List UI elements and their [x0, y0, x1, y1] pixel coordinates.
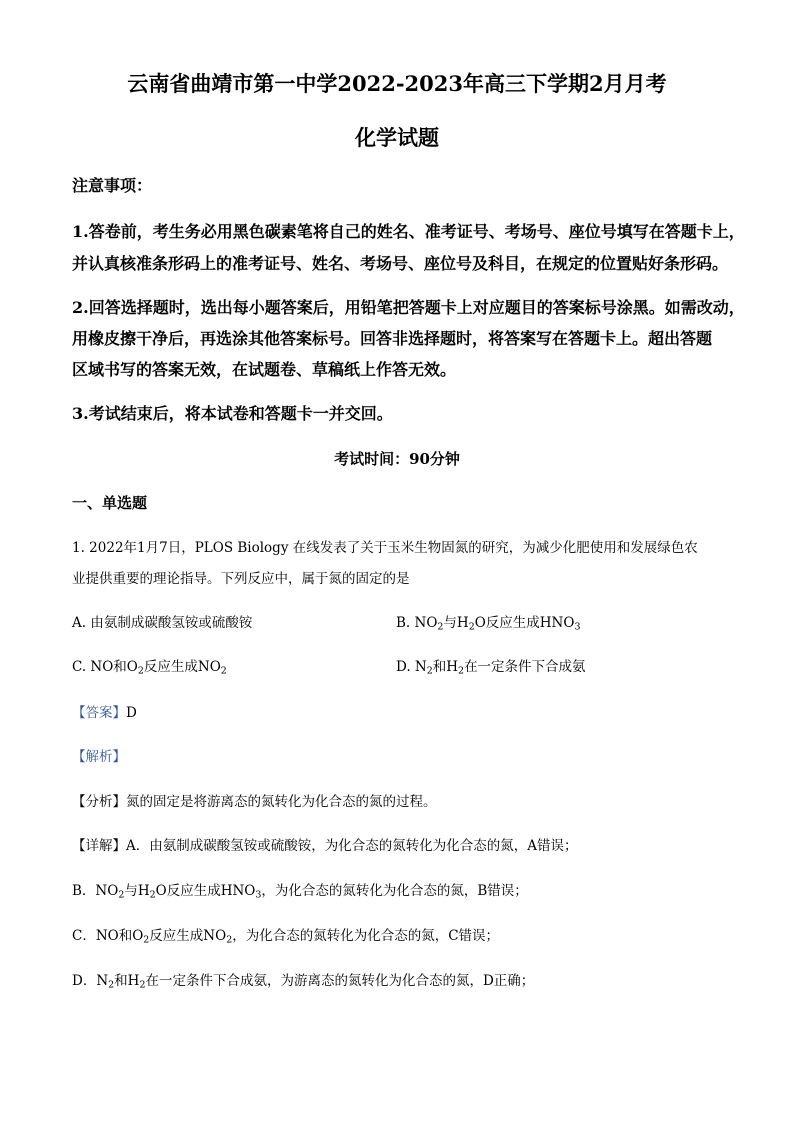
subscript: 2	[149, 889, 156, 901]
answer-label: 【答案】	[72, 705, 126, 721]
detail-b-text: B．NO	[72, 883, 119, 899]
section-heading: 一、单选题	[72, 494, 148, 512]
option-c-text: C. NO和O	[72, 659, 138, 675]
detail-c-text: ，为化合态的氮转化为化合态的氮，C错误；	[232, 928, 500, 944]
notice-item-2-line-3: 区域书写的答案无效，在试题卷、草稿纸上作答无效。	[72, 360, 457, 379]
subscript: 2	[458, 665, 465, 677]
subscript: 2	[468, 621, 475, 633]
answer-value: D	[126, 705, 137, 721]
subscript: 2	[143, 934, 150, 946]
question-1-line-1: 1. 2022年1月7日，PLOS Biology 在线发表了关于玉米生物固氮的研究，为减少化肥使用和发展绿色农	[72, 540, 698, 556]
notice-item-2-line-2: 用橡皮擦干净后，再选涂其他答案标号。回答非选择题时，将答案写在答题卡上。超出答题	[72, 329, 713, 348]
subscript: 2	[220, 665, 227, 677]
fenxi-line	[72, 792, 732, 812]
detail-line-a	[72, 836, 732, 856]
notice-item-2-line-1: 2.回答选择题时，选出每小题答案后，用铅笔把答题卡上对应题目的答案标号涂黑。如需改动，	[72, 298, 745, 317]
notice-heading: 注意事项：	[72, 176, 153, 195]
detail-line-c	[72, 926, 732, 946]
exam-time: 考试时间：90分钟	[334, 450, 460, 468]
notice-item-3: 3.考试结束后，将本试卷和答题卡一并交回。	[72, 404, 393, 423]
detail-d-text: D．N	[72, 973, 109, 989]
detail-line-b	[72, 881, 732, 901]
detail-d-text: 在一定条件下合成氨，为游离态的氮转化为化合态的氮，D正确；	[145, 973, 535, 989]
notice-item-1-line-1: 1.答卷前，考生务必用黑色碳素笔将自己的姓名、准考证号、考场号、座位号填写在答题卡上，	[72, 222, 745, 241]
option-b-text: B. NO	[396, 615, 438, 631]
detail-d-text: 和H	[114, 973, 140, 989]
detail-c-text: 反应生成NO	[149, 928, 227, 944]
option-b-text: 与H	[443, 615, 469, 631]
detail-b-text: ，为化合态的氮转化为化合态的氮，B错误；	[261, 883, 528, 899]
subscript: 2	[437, 621, 444, 633]
detail-b-text: O反应生成HNO	[155, 883, 256, 899]
option-b	[396, 613, 580, 633]
subscript: 2	[139, 979, 146, 991]
option-c	[72, 657, 227, 677]
question-1-line-2: 业提供重要的理论指导。下列反应中，属于氮的固定的是	[72, 571, 410, 587]
option-d-text: 和H	[432, 659, 459, 675]
answer-line	[72, 703, 732, 723]
notice-item-1-line-2: 并认真核准条形码上的准考证号、姓名、考场号、座位号及科目，在规定的位置贴好条形码。	[72, 254, 729, 273]
option-d	[396, 657, 586, 677]
document-title: 云南省曲靖市第一中学2022-2023年高三下学期2月月考	[127, 71, 667, 96]
subscript: 3	[574, 621, 581, 633]
option-c-text: 反应生成NO	[143, 659, 221, 675]
subscript: 3	[255, 889, 262, 901]
subscript: 2	[426, 665, 433, 677]
option-a	[72, 613, 252, 633]
option-b-text: O反应生成HNO	[474, 615, 575, 631]
fenxi-text: 氮的固定是将游离态的氮转化为化合态的氮的过程。	[126, 794, 437, 810]
analysis-line	[72, 747, 732, 767]
detail-b-text: 与H	[124, 883, 150, 899]
document-subtitle: 化学试题	[355, 125, 439, 150]
subscript: 2	[137, 665, 144, 677]
analysis-label: 【解析】	[72, 749, 126, 765]
detail-line-d	[72, 971, 732, 991]
detail-a-text: A．由氨制成碳酸氢铵或硫酸铵，为化合态的氮转化为化合态的氮，A错误；	[126, 838, 578, 854]
subscript: 2	[226, 934, 233, 946]
detail-label: 【详解】	[72, 838, 126, 854]
option-d-text: D. N	[396, 659, 427, 675]
subscript: 2	[108, 979, 115, 991]
subscript: 2	[118, 889, 125, 901]
option-d-text: 在一定条件下合成氨	[464, 659, 586, 675]
option-a-text: A. 由氨制成碳酸氢铵或硫酸铵	[72, 615, 253, 631]
detail-c-text: C．NO和O	[72, 928, 144, 944]
fenxi-label: 【分析】	[72, 794, 126, 810]
